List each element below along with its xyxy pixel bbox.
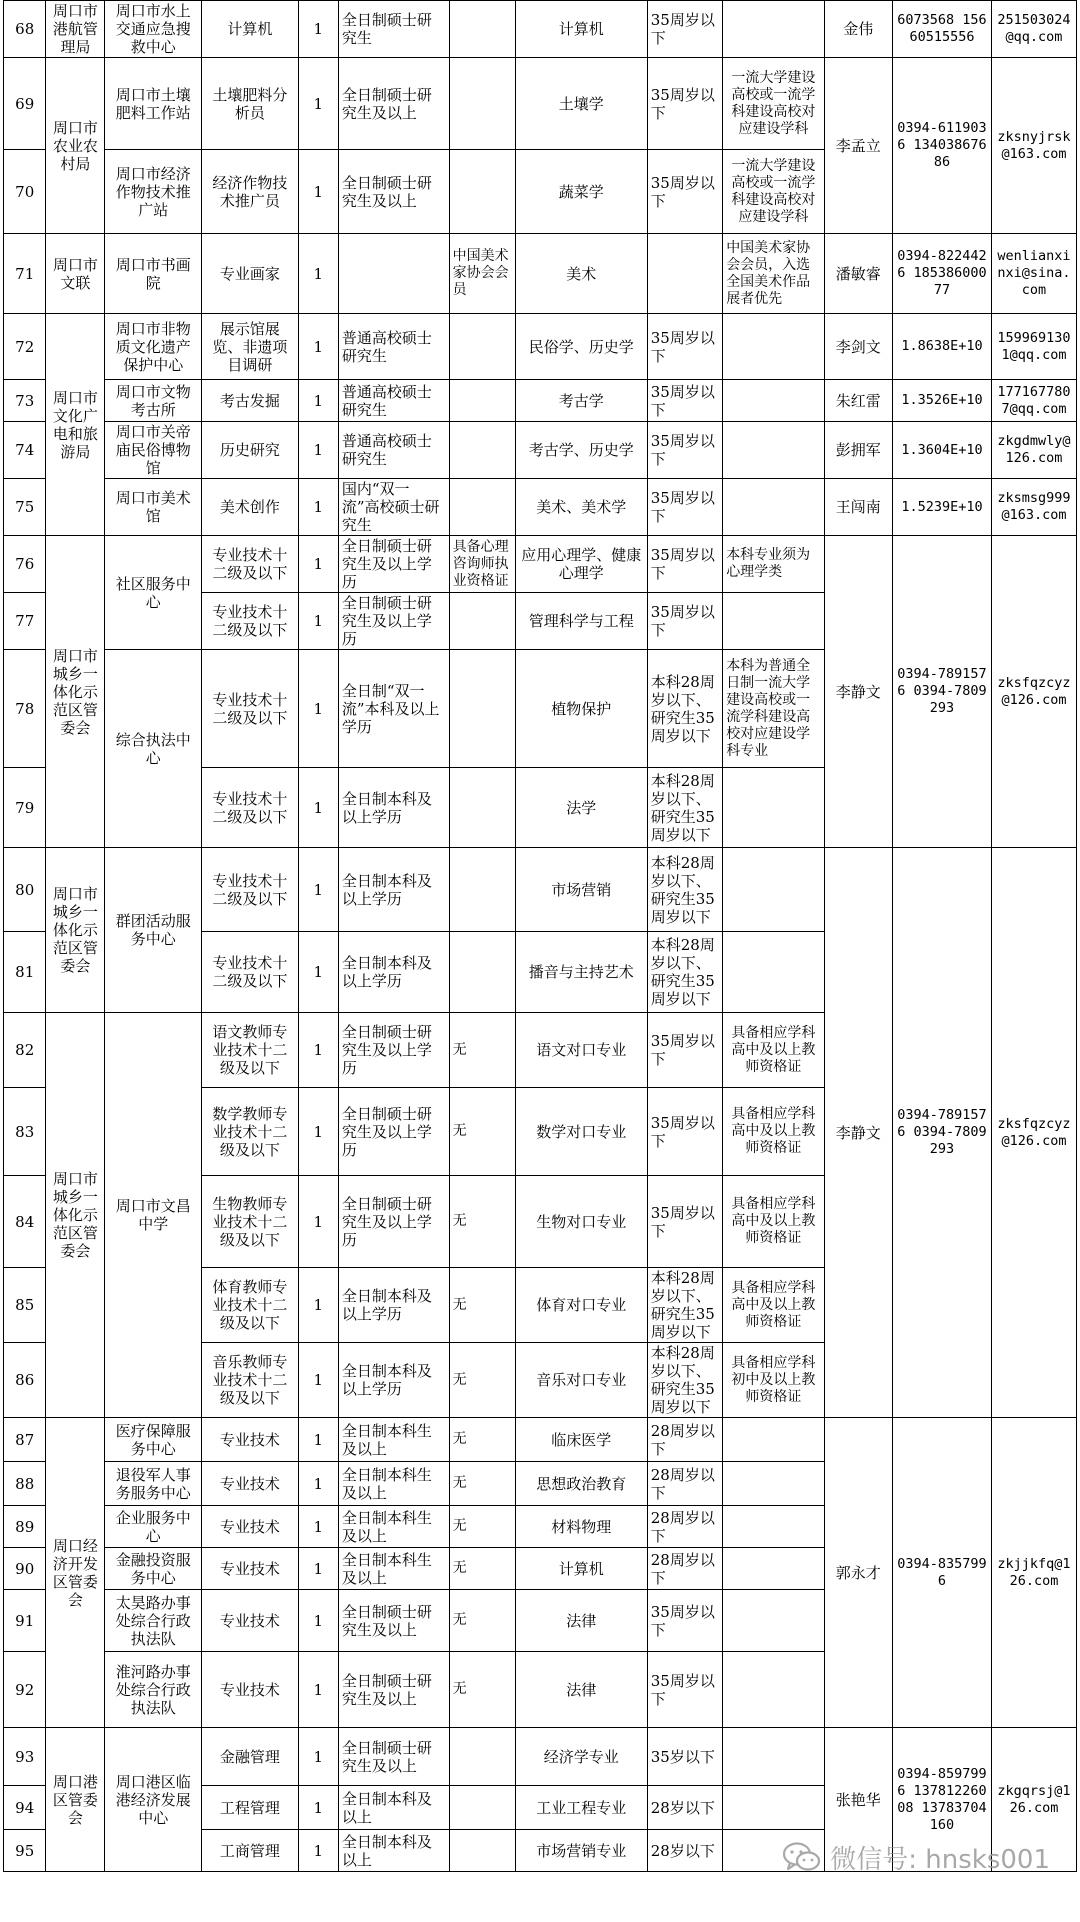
email-cell: wenlianxinxi@sina.com (991, 234, 1076, 314)
education-cell: 全日制“双一流”本科及以上学历 (338, 650, 449, 768)
education-cell: 全日制本科及以上 (338, 1786, 449, 1830)
post-cell: 专业技术十二级及以下 (202, 932, 299, 1013)
table-row (4, 1728, 1077, 1786)
age-cell: 35周岁以下 (647, 536, 722, 593)
count-cell: 1 (298, 1506, 338, 1548)
major-cell: 蔬菜学 (515, 150, 647, 234)
email-cell: zksfqzcyz@126.com (991, 536, 1076, 848)
row-number: 72 (4, 314, 46, 380)
note-cell (723, 932, 824, 1013)
table-row (4, 314, 1077, 380)
other-requirement-cell (449, 1728, 515, 1786)
post-cell: 工商管理 (202, 1830, 299, 1872)
age-cell: 28岁以下 (647, 1830, 722, 1872)
post-cell: 计算机 (202, 1, 299, 58)
other-requirement-cell: 无 (449, 1506, 515, 1548)
contact-cell: 郭永才 (824, 1418, 892, 1728)
education-cell: 全日制本科及以上学历 (338, 1268, 449, 1343)
education-cell: 全日制本科及以上学历 (338, 932, 449, 1013)
other-requirement-cell (449, 1, 515, 58)
count-cell: 1 (298, 380, 338, 422)
age-cell: 本科28周岁以下、研究生35周岁以下 (647, 848, 722, 932)
education-cell: 全日制本科生及以上 (338, 1506, 449, 1548)
count-cell: 1 (298, 1013, 338, 1088)
education-cell: 全日制本科及以上学历 (338, 768, 449, 848)
age-cell: 35周岁以下 (647, 1, 722, 58)
other-requirement-cell (449, 1830, 515, 1872)
count-cell: 1 (298, 1462, 338, 1506)
major-cell: 材料物理 (515, 1506, 647, 1548)
department-cell: 周口市城乡一体化示范区管委会 (46, 848, 105, 1013)
count-cell: 1 (298, 234, 338, 314)
phone-cell: 0394-7891576 0394-7809293 (892, 536, 991, 848)
count-cell: 1 (298, 593, 338, 650)
count-cell: 1 (298, 932, 338, 1013)
row-number: 95 (4, 1830, 46, 1872)
education-cell: 全日制硕士研究生 (338, 1, 449, 58)
email-cell: 1599691301@qq.com (991, 314, 1076, 380)
contact-cell: 王闯南 (824, 479, 892, 536)
age-cell: 本科28周岁以下、研究生35周岁以下 (647, 1343, 722, 1418)
age-cell: 35周岁以下 (647, 380, 722, 422)
contact-cell: 李剑文 (824, 314, 892, 380)
major-cell: 应用心理学、健康心理学 (515, 536, 647, 593)
post-cell: 生物教师专业技术十二级及以下 (202, 1176, 299, 1268)
age-cell: 35周岁以下 (647, 1176, 722, 1268)
unit-cell: 周口市文物考古所 (105, 380, 202, 422)
count-cell: 1 (298, 1176, 338, 1268)
major-cell: 植物保护 (515, 650, 647, 768)
note-cell (723, 848, 824, 932)
unit-cell: 周口市非物质文化遗产保护中心 (105, 314, 202, 380)
age-cell: 28周岁以下 (647, 1418, 722, 1462)
education-cell: 全日制硕士研究生及以上学历 (338, 593, 449, 650)
note-cell (723, 479, 824, 536)
count-cell: 1 (298, 768, 338, 848)
email-cell: zksnyjrsk@163.com (991, 58, 1076, 234)
other-requirement-cell (449, 150, 515, 234)
row-number: 76 (4, 536, 46, 593)
unit-cell: 周口市经济作物技术推广站 (105, 150, 202, 234)
major-cell: 民俗学、历史学 (515, 314, 647, 380)
age-cell: 本科28周岁以下、研究生35周岁以下 (647, 650, 722, 768)
table-row (4, 422, 1077, 479)
row-number: 91 (4, 1590, 46, 1652)
major-cell: 播音与主持艺术 (515, 932, 647, 1013)
education-cell: 全日制本科及以上 (338, 1830, 449, 1872)
other-requirement-cell (449, 1786, 515, 1830)
row-number: 77 (4, 593, 46, 650)
count-cell: 1 (298, 650, 338, 768)
table-row (4, 380, 1077, 422)
education-cell: 普通高校硕士研究生 (338, 314, 449, 380)
row-number: 81 (4, 932, 46, 1013)
post-cell: 语文教师专业技术十二级及以下 (202, 1013, 299, 1088)
age-cell: 35周岁以下 (647, 150, 722, 234)
major-cell: 临床医学 (515, 1418, 647, 1462)
phone-cell: 1.8638E+10 (892, 314, 991, 380)
note-cell (723, 768, 824, 848)
note-cell: 一流大学建设高校或一流学科建设高校对应建设学科 (723, 58, 824, 150)
email-cell: zksfqzcyz@126.com (991, 848, 1076, 1418)
education-cell: 全日制本科生及以上 (338, 1462, 449, 1506)
post-cell: 专业技术 (202, 1418, 299, 1462)
post-cell: 考古发掘 (202, 380, 299, 422)
count-cell: 1 (298, 58, 338, 150)
note-cell (723, 422, 824, 479)
note-cell (723, 1786, 824, 1830)
education-cell: 全日制硕士研究生及以上 (338, 1590, 449, 1652)
table-row (4, 58, 1077, 150)
note-cell: 一流大学建设高校或一流学科建设高校对应建设学科 (723, 150, 824, 234)
note-cell: 本科专业须为心理学类 (723, 536, 824, 593)
count-cell: 1 (298, 1652, 338, 1728)
note-cell: 具备相应学科高中及以上教师资格证 (723, 1013, 824, 1088)
unit-cell: 周口市水上交通应急搜救中心 (105, 1, 202, 58)
note-cell (723, 1506, 824, 1548)
age-cell: 35周岁以下 (647, 479, 722, 536)
education-cell: 全日制硕士研究生及以上学历 (338, 1176, 449, 1268)
unit-cell: 群团活动服务中心 (105, 848, 202, 1013)
row-number: 80 (4, 848, 46, 932)
post-cell: 专业画家 (202, 234, 299, 314)
post-cell: 体育教师专业技术十二级及以下 (202, 1268, 299, 1343)
education-cell: 全日制硕士研究生及以上学历 (338, 1013, 449, 1088)
contact-cell: 李静文 (824, 536, 892, 848)
row-number: 68 (4, 1, 46, 58)
department-cell: 周口市文联 (46, 234, 105, 314)
phone-cell: 1.3604E+10 (892, 422, 991, 479)
education-cell: 国内“双一流”高校硕士研究生 (338, 479, 449, 536)
count-cell: 1 (298, 422, 338, 479)
contact-cell: 李静文 (824, 848, 892, 1418)
post-cell: 专业技术十二级及以下 (202, 650, 299, 768)
other-requirement-cell (449, 650, 515, 768)
unit-cell: 企业服务中心 (105, 1506, 202, 1548)
unit-cell: 金融投资服务中心 (105, 1548, 202, 1590)
row-number: 88 (4, 1462, 46, 1506)
other-requirement-cell: 无 (449, 1462, 515, 1506)
email-cell: zkgdmwly@126.com (991, 422, 1076, 479)
major-cell: 美术、美术学 (515, 479, 647, 536)
other-requirement-cell: 中国美术家协会会员 (449, 234, 515, 314)
note-cell (723, 593, 824, 650)
table-row (4, 1, 1077, 58)
other-requirement-cell: 无 (449, 1013, 515, 1088)
unit-cell: 退役军人事务服务中心 (105, 1462, 202, 1506)
age-cell: 本科28周岁以下、研究生35周岁以下 (647, 932, 722, 1013)
unit-cell: 社区服务中心 (105, 536, 202, 650)
age-cell: 35周岁以下 (647, 58, 722, 150)
other-requirement-cell: 无 (449, 1548, 515, 1590)
count-cell: 1 (298, 1088, 338, 1176)
note-cell (723, 1462, 824, 1506)
major-cell: 考古学、历史学 (515, 422, 647, 479)
post-cell: 专业技术 (202, 1506, 299, 1548)
contact-cell: 金伟 (824, 1, 892, 58)
other-requirement-cell (449, 848, 515, 932)
count-cell: 1 (298, 1786, 338, 1830)
phone-cell: 0394-8597996 13781226008 13783704160 (892, 1728, 991, 1872)
age-cell: 28周岁以下 (647, 1506, 722, 1548)
count-cell: 1 (298, 314, 338, 380)
education-cell: 全日制硕士研究生及以上 (338, 150, 449, 234)
major-cell: 经济学专业 (515, 1728, 647, 1786)
post-cell: 金融管理 (202, 1728, 299, 1786)
count-cell: 1 (298, 1830, 338, 1872)
phone-cell: 1.3526E+10 (892, 380, 991, 422)
education-cell: 全日制本科生及以上 (338, 1548, 449, 1590)
age-cell: 35周岁以下 (647, 1590, 722, 1652)
count-cell: 1 (298, 150, 338, 234)
age-cell: 35周岁以下 (647, 1088, 722, 1176)
department-cell: 周口市港航管理局 (46, 1, 105, 58)
age-cell (647, 234, 722, 314)
department-cell: 周口市城乡一体化示范区管委会 (46, 1013, 105, 1418)
post-cell: 土壤肥料分析员 (202, 58, 299, 150)
education-cell: 全日制硕士研究生及以上学历 (338, 536, 449, 593)
row-number: 84 (4, 1176, 46, 1268)
contact-cell: 张艳华 (824, 1728, 892, 1872)
phone-cell: 0394-6119036 13403867686 (892, 58, 991, 234)
row-number: 94 (4, 1786, 46, 1830)
note-cell (723, 1590, 824, 1652)
row-number: 73 (4, 380, 46, 422)
count-cell: 1 (298, 1590, 338, 1652)
note-cell (723, 1, 824, 58)
table-row (4, 479, 1077, 536)
note-cell (723, 1548, 824, 1590)
unit-cell: 淮河路办事处综合行政执法队 (105, 1652, 202, 1728)
post-cell: 经济作物技术推广员 (202, 150, 299, 234)
major-cell: 数学对口专业 (515, 1088, 647, 1176)
row-number: 83 (4, 1088, 46, 1176)
education-cell: 全日制硕士研究生及以上学历 (338, 1088, 449, 1176)
unit-cell: 太昊路办事处综合行政执法队 (105, 1590, 202, 1652)
major-cell: 管理科学与工程 (515, 593, 647, 650)
note-cell: 具备相应学科高中及以上教师资格证 (723, 1268, 824, 1343)
unit-cell: 周口市美术馆 (105, 479, 202, 536)
row-number: 92 (4, 1652, 46, 1728)
post-cell: 美术创作 (202, 479, 299, 536)
age-cell: 35周岁以下 (647, 593, 722, 650)
other-requirement-cell: 具备心理咨询师执业资格证 (449, 536, 515, 593)
row-number: 78 (4, 650, 46, 768)
age-cell: 本科28周岁以下、研究生35周岁以下 (647, 1268, 722, 1343)
post-cell: 专业技术 (202, 1548, 299, 1590)
department-cell: 周口市文化广电和旅游局 (46, 314, 105, 536)
age-cell: 28岁以下 (647, 1786, 722, 1830)
other-requirement-cell (449, 58, 515, 150)
count-cell: 1 (298, 848, 338, 932)
contact-cell: 潘敏睿 (824, 234, 892, 314)
count-cell: 1 (298, 479, 338, 536)
email-cell: zkjjkfq@126.com (991, 1418, 1076, 1728)
note-cell: 本科为普通全日制一流大学建设高校或一流学科建设高校对应建设学科专业 (723, 650, 824, 768)
count-cell: 1 (298, 1728, 338, 1786)
count-cell: 1 (298, 1343, 338, 1418)
post-cell: 音乐教师专业技术十二级及以下 (202, 1343, 299, 1418)
post-cell: 数学教师专业技术十二级及以下 (202, 1088, 299, 1176)
unit-cell: 周口市土壤肥料工作站 (105, 58, 202, 150)
table-row (4, 1418, 1077, 1462)
education-cell: 全日制硕士研究生及以上 (338, 1652, 449, 1728)
recruitment-table (3, 0, 1077, 1872)
major-cell: 语文对口专业 (515, 1013, 647, 1088)
unit-cell: 周口市书画院 (105, 234, 202, 314)
major-cell: 体育对口专业 (515, 1268, 647, 1343)
major-cell: 计算机 (515, 1548, 647, 1590)
count-cell: 1 (298, 536, 338, 593)
department-cell: 周口市城乡一体化示范区管委会 (46, 536, 105, 848)
major-cell: 工业工程专业 (515, 1786, 647, 1830)
row-number: 89 (4, 1506, 46, 1548)
age-cell: 35周岁以下 (647, 1013, 722, 1088)
other-requirement-cell (449, 932, 515, 1013)
other-requirement-cell (449, 479, 515, 536)
education-cell: 普通高校硕士研究生 (338, 380, 449, 422)
post-cell: 专业技术 (202, 1652, 299, 1728)
contact-cell: 朱红雷 (824, 380, 892, 422)
age-cell: 28周岁以下 (647, 1462, 722, 1506)
email-cell: 1771677807@qq.com (991, 380, 1076, 422)
age-cell: 28周岁以下 (647, 1548, 722, 1590)
row-number: 71 (4, 234, 46, 314)
post-cell: 历史研究 (202, 422, 299, 479)
department-cell: 周口经济开发区管委会 (46, 1418, 105, 1728)
email-cell: zkgqrsj@126.com (991, 1728, 1076, 1872)
age-cell: 35周岁以下 (647, 422, 722, 479)
note-cell: 具备相应学科高中及以上教师资格证 (723, 1176, 824, 1268)
row-number: 90 (4, 1548, 46, 1590)
age-cell: 35周岁以下 (647, 1652, 722, 1728)
major-cell: 市场营销专业 (515, 1830, 647, 1872)
major-cell: 考古学 (515, 380, 647, 422)
note-cell (723, 1418, 824, 1462)
unit-cell: 综合执法中心 (105, 650, 202, 848)
post-cell: 专业技术 (202, 1590, 299, 1652)
post-cell: 专业技术 (202, 1462, 299, 1506)
other-requirement-cell: 无 (449, 1343, 515, 1418)
note-cell: 中国美术家协会会员，入选全国美术作品展者优先 (723, 234, 824, 314)
other-requirement-cell: 无 (449, 1088, 515, 1176)
other-requirement-cell (449, 422, 515, 479)
other-requirement-cell: 无 (449, 1176, 515, 1268)
education-cell: 普通高校硕士研究生 (338, 422, 449, 479)
major-cell: 美术 (515, 234, 647, 314)
other-requirement-cell: 无 (449, 1652, 515, 1728)
post-cell: 展示馆展览、非遗项目调研 (202, 314, 299, 380)
age-cell: 35周岁以下 (647, 314, 722, 380)
major-cell: 音乐对口专业 (515, 1343, 647, 1418)
other-requirement-cell (449, 314, 515, 380)
count-cell: 1 (298, 1, 338, 58)
phone-cell: 0394-8357996 (892, 1418, 991, 1728)
major-cell: 土壤学 (515, 58, 647, 150)
row-number: 69 (4, 58, 46, 150)
row-number: 93 (4, 1728, 46, 1786)
note-cell (723, 1728, 824, 1786)
phone-cell: 0394-7891576 0394-7809293 (892, 848, 991, 1418)
post-cell: 专业技术十二级及以下 (202, 768, 299, 848)
unit-cell: 医疗保障服务中心 (105, 1418, 202, 1462)
other-requirement-cell (449, 380, 515, 422)
department-cell: 周口市农业农村局 (46, 58, 105, 234)
major-cell: 计算机 (515, 1, 647, 58)
count-cell: 1 (298, 1548, 338, 1590)
row-number: 86 (4, 1343, 46, 1418)
note-cell: 具备相应学科高中及以上教师资格证 (723, 1088, 824, 1176)
major-cell: 市场营销 (515, 848, 647, 932)
note-cell: 具备相应学科初中及以上教师资格证 (723, 1343, 824, 1418)
note-cell (723, 1652, 824, 1728)
other-requirement-cell (449, 768, 515, 848)
row-number: 75 (4, 479, 46, 536)
major-cell: 生物对口专业 (515, 1176, 647, 1268)
count-cell: 1 (298, 1268, 338, 1343)
email-cell: zksmsg999@163.com (991, 479, 1076, 536)
major-cell: 法学 (515, 768, 647, 848)
post-cell: 专业技术十二级及以下 (202, 593, 299, 650)
post-cell: 工程管理 (202, 1786, 299, 1830)
table-row (4, 848, 1077, 932)
education-cell: 全日制本科及以上学历 (338, 1343, 449, 1418)
age-cell: 35岁以下 (647, 1728, 722, 1786)
note-cell (723, 314, 824, 380)
education-cell: 全日制本科及以上学历 (338, 848, 449, 932)
unit-cell: 周口市关帝庙民俗博物馆 (105, 422, 202, 479)
email-cell: 251503024@qq.com (991, 1, 1076, 58)
other-requirement-cell: 无 (449, 1590, 515, 1652)
row-number: 79 (4, 768, 46, 848)
contact-cell: 彭拥军 (824, 422, 892, 479)
age-cell: 本科28周岁以下、研究生35周岁以下 (647, 768, 722, 848)
watermark-text: 微信号: hnsks001 (830, 1845, 1050, 1875)
table-row (4, 234, 1077, 314)
major-cell: 法律 (515, 1652, 647, 1728)
education-cell: 全日制硕士研究生及以上 (338, 58, 449, 150)
other-requirement-cell: 无 (449, 1418, 515, 1462)
table-row (4, 536, 1077, 593)
other-requirement-cell (449, 593, 515, 650)
unit-cell: 周口市文昌中学 (105, 1013, 202, 1418)
department-cell: 周口港区管委会 (46, 1728, 105, 1872)
row-number: 87 (4, 1418, 46, 1462)
education-cell (338, 234, 449, 314)
other-requirement-cell: 无 (449, 1268, 515, 1343)
major-cell: 思想政治教育 (515, 1462, 647, 1506)
row-number: 70 (4, 150, 46, 234)
post-cell: 专业技术十二级及以下 (202, 848, 299, 932)
education-cell: 全日制本科生及以上 (338, 1418, 449, 1462)
count-cell: 1 (298, 1418, 338, 1462)
note-cell (723, 1830, 824, 1872)
major-cell: 法律 (515, 1590, 647, 1652)
education-cell: 全日制硕士研究生及以上 (338, 1728, 449, 1786)
phone-cell: 6073568 15660515556 (892, 1, 991, 58)
contact-cell: 李孟立 (824, 58, 892, 234)
post-cell: 专业技术十二级及以下 (202, 536, 299, 593)
note-cell (723, 380, 824, 422)
row-number: 82 (4, 1013, 46, 1088)
unit-cell: 周口港区临港经济发展中心 (105, 1728, 202, 1872)
row-number: 85 (4, 1268, 46, 1343)
row-number: 74 (4, 422, 46, 479)
phone-cell: 1.5239E+10 (892, 479, 991, 536)
phone-cell: 0394-8224426 18538600077 (892, 234, 991, 314)
